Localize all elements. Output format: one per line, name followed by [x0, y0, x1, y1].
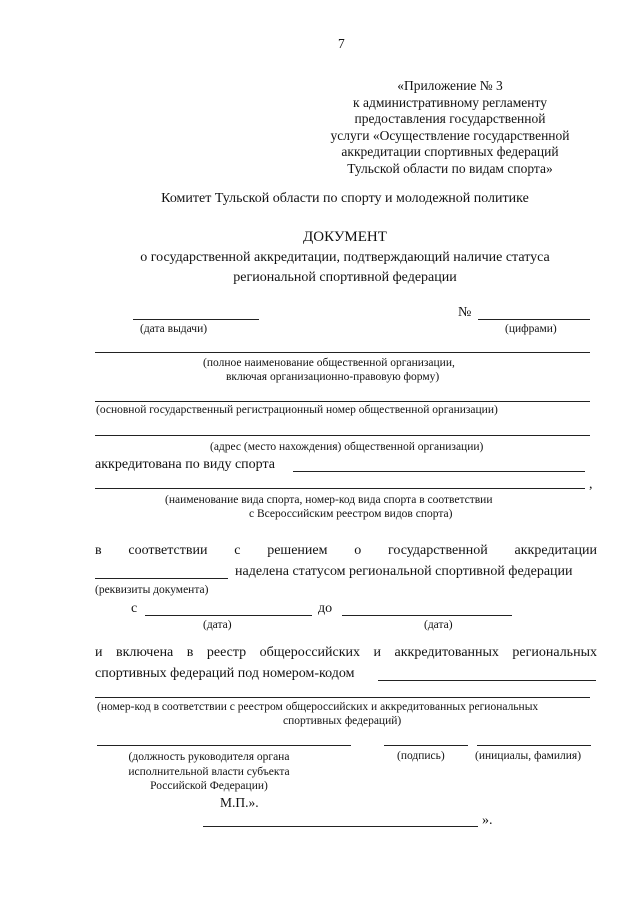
org-name-line — [95, 352, 590, 353]
head-position-label — [120, 750, 298, 794]
closing-line — [203, 826, 478, 827]
appendix-line: к административному регламенту — [353, 94, 547, 110]
address-line — [95, 435, 590, 436]
decision-line — [95, 543, 597, 559]
to-date-line — [342, 615, 512, 616]
decision-word: государственной — [387, 543, 488, 558]
ogrn-label: (основной государственный регистрационный номер общественной организации) — [96, 404, 498, 416]
org-name-label: включая организационно-правовую форму) — [226, 371, 440, 383]
trailing-comma: , — [589, 477, 593, 492]
requisites-line — [95, 578, 228, 579]
org-name-label: (полное наименование общественной организации, — [203, 357, 455, 369]
signature-line — [384, 745, 468, 746]
appendix-line: аккредитации спортивных федераций — [341, 144, 559, 159]
registry-word: реестр — [206, 645, 247, 660]
document-subtitle: о государственной аккредитации, подтверждающий наличие статуса — [140, 250, 550, 265]
document-subtitle: региональной спортивной федерации — [233, 270, 457, 285]
decision-word: в — [95, 543, 102, 558]
registry-code-text: спортивных федераций под номером-кодом — [95, 666, 355, 681]
decision-word: с — [234, 543, 241, 558]
sport-line — [293, 471, 585, 472]
ogrn-line — [95, 401, 590, 402]
issue-date-line — [133, 319, 259, 320]
decision-word: соответствии — [128, 543, 208, 558]
head-position-text: Российской Федерации) — [150, 780, 268, 792]
decision-word: решением — [267, 543, 328, 558]
registry-word: в — [186, 645, 194, 660]
accredited-sport-text: аккредитована по виду спорта — [95, 457, 275, 472]
head-position-line — [97, 745, 351, 746]
digits-label: (цифрами) — [505, 323, 557, 335]
registry-line — [95, 645, 597, 661]
appendix-line: предоставления государственной — [354, 111, 546, 126]
issue-date-label: (дата выдачи) — [140, 323, 208, 335]
appendix-line: «Приложение № 3 — [397, 78, 503, 93]
to-label: до — [318, 601, 333, 616]
seal-label: М.П.». — [220, 795, 259, 810]
registry-code-label: (номер-код в соответствии с реестром общероссийских и аккредитованных региональных — [97, 701, 539, 713]
registry-word: аккредитованных — [394, 645, 499, 660]
appendix-header — [320, 78, 580, 177]
from-label: с — [131, 601, 138, 616]
sport-line-2 — [95, 488, 585, 489]
decision-word: о — [354, 543, 362, 558]
appendix-line: Тульской области по видам спорта» — [347, 160, 553, 176]
registry-word: включена — [115, 645, 174, 660]
appendix-line: услуги «Осуществление государственной — [330, 127, 570, 143]
sport-name-label: с Всероссийским реестром видов спорта) — [249, 508, 453, 520]
initials-line — [477, 745, 591, 746]
requisites-label: (реквизиты документа) — [95, 584, 209, 596]
registry-word: и — [373, 645, 382, 660]
page-number: 7 — [338, 36, 345, 51]
status-granted-text: наделена статусом региональной спортивной федерации — [235, 564, 573, 579]
number-sign: № — [458, 305, 472, 320]
date-label: (дата) — [424, 619, 453, 631]
registry-code-line-2 — [95, 697, 590, 698]
document-title: ДОКУМЕНТ — [303, 229, 387, 245]
committee-name: Комитет Тульской области по спорту и молодежной политике — [161, 191, 529, 206]
registry-word: общероссийских — [259, 645, 361, 660]
sport-name-label: (наименование вида спорта, номер-код вида спорта в соответствии — [165, 494, 493, 506]
head-position-text: (должность руководителя органа — [128, 751, 290, 763]
initials-label: (инициалы, фамилия) — [475, 750, 582, 762]
closing-quote: ». — [482, 813, 493, 828]
date-label: (дата) — [203, 619, 232, 631]
head-position-text: исполнительной власти субъекта — [128, 765, 290, 778]
registry-code-line — [378, 680, 596, 681]
registry-word: и — [95, 645, 103, 660]
signature-label: (подпись) — [397, 750, 445, 762]
registry-code-label: спортивных федераций) — [283, 715, 402, 727]
from-date-line — [145, 615, 312, 616]
address-label: (адрес (место нахождения) общественной организации) — [210, 441, 484, 453]
number-line — [478, 319, 590, 320]
decision-word: аккредитации — [514, 543, 597, 558]
registry-word: региональных — [512, 645, 597, 660]
